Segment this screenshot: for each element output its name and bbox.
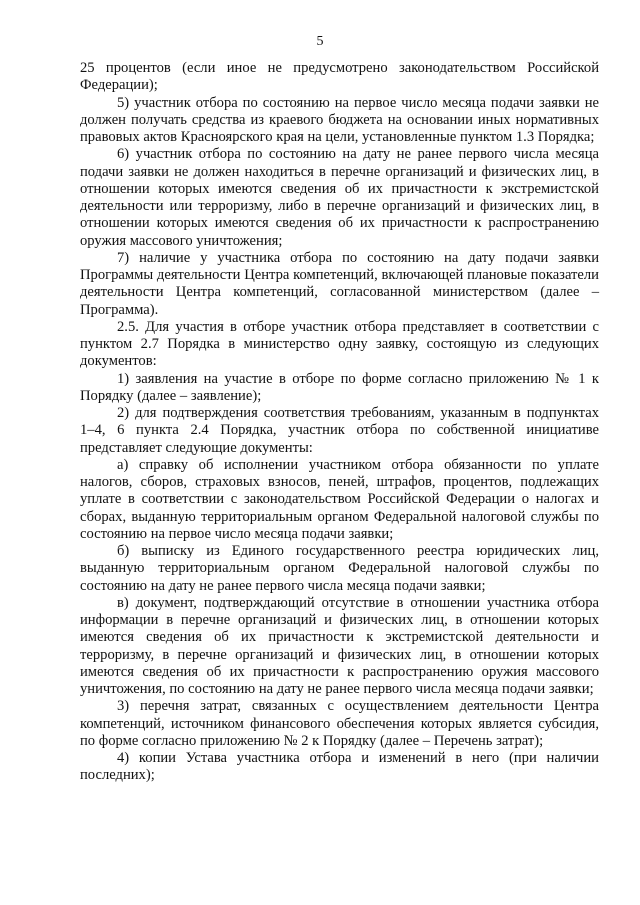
paragraph: 25 процентов (если иное не предусмотрено законодательством Российской Федерации); xyxy=(80,60,599,94)
paragraph: б) выписку из Единого государственного реестра юридических лиц, выданную территориальным органом Федеральной налоговой службы по состоянию на дату не ранее первого числа месяца подачи заявки; xyxy=(80,543,599,594)
paragraph: 5) участник отбора по состоянию на первое число месяца подачи заявки не должен получать средства из краевого бюджета на основании иных нормативных правовых актов Красноярского края на цели, установленные пунктом 1.3 Порядка; xyxy=(80,94,599,145)
page-number: 5 xyxy=(316,34,324,49)
paragraph: 6) участник отбора по состоянию на дату не ранее первого числа месяца подачи заявки не должен находиться в перечне организаций и физических лиц, в отношении которых имеются сведения об их причастности к экстремистской деятельности или терроризму, либо в перечне организаций и физических лиц, в отношении которых имеются сведения об их причастности к распространению оружия массового уничтожения; xyxy=(80,146,599,249)
paragraph: 2.5. Для участия в отборе участник отбора представляет в соответствии с пунктом 2.7 Порядка в министерство одну заявку, состоящую из следующих документов: xyxy=(80,318,599,370)
paragraph: 7) наличие у участника отбора по состоянию на дату подачи заявки Программы деятельности Центра компетенций, включающей плановые показатели деятельности Центра компетенций, согласованной министерством (далее – Программа). xyxy=(80,249,599,318)
document-body xyxy=(80,60,599,785)
paragraph: а) справку об исполнении участником отбора обязанности по уплате налогов, сборов, страховых взносов, пеней, штрафов, процентов, подлежащих уплате в соответствии с законодательством Российской Федерации о налогах и сборах, выданную территориальным органом Федеральной налоговой службы по состоянию на первое число месяца подачи заявки; xyxy=(80,456,599,542)
paragraph: 3) перечня затрат, связанных с осуществлением деятельности Центра компетенций, источником финансового обеспечения которых является субсидия, по форме согласно приложению № 2 к Порядку (далее – Перечень затрат); xyxy=(80,698,599,749)
paragraph: 4) копии Устава участника отбора и изменений в него (при наличии последних); xyxy=(80,750,599,784)
paragraph: 2) для подтверждения соответствия требованиям, указанным в подпунктах 1–4, 6 пункта 2.4 Порядка, участник отбора по собственной инициативе представляет следующие документы: xyxy=(80,405,599,456)
paragraph: 1) заявления на участие в отборе по форме согласно приложению № 1 к Порядку (далее – заявление); xyxy=(80,370,599,404)
paragraph: в) документ, подтверждающий отсутствие в отношении участника отбора информации в перечне организаций и физических лиц, в отношении которых имеются сведения об их причастности к экстремистской деятельности и терроризму, в перечне организаций и физических лиц, в отношении которых имеются сведения об их причастности к распространению оружия массового уничтожения, по состоянию на дату не ранее первого числа месяца подачи заявки; xyxy=(80,594,599,697)
